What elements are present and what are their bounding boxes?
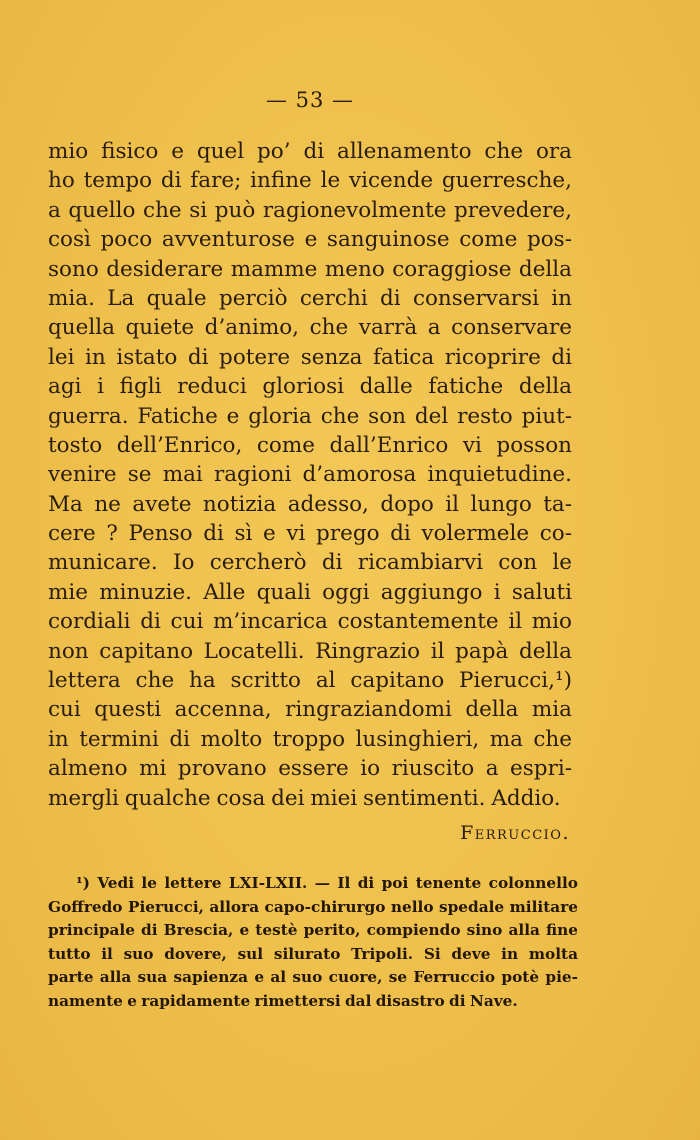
footnote-line: namente e rapidamente rimettersi dal disastro di Nave. bbox=[48, 991, 518, 1010]
footnote-line: tutto il suo dovere, sul silurato Tripoli. Si deve in molta bbox=[48, 944, 578, 963]
signature: Ferruccio. bbox=[460, 822, 570, 844]
body-line: sono desiderare mamme meno coraggiose della bbox=[48, 256, 572, 282]
body-line: guerra. Fatiche e gloria che son del resto piut- bbox=[48, 403, 572, 429]
body-line: cui questi accenna, ringraziandomi della mia bbox=[48, 697, 572, 723]
footnote bbox=[48, 872, 578, 1013]
letter-body bbox=[48, 137, 572, 813]
body-line: Ma ne avete notizia adesso, dopo il lungo ta- bbox=[48, 491, 572, 517]
body-line: mio fisico e quel po’ di allenamento che ora bbox=[48, 139, 572, 164]
body-line: mergli qualche cosa dei miei sentimenti. Addio. bbox=[48, 785, 561, 811]
body-line: almeno mi provano essere io riuscito a espri- bbox=[48, 756, 572, 782]
body-line: tosto dell’Enrico, come dall’Enrico vi posson bbox=[48, 432, 572, 458]
page-number: — 53 — bbox=[265, 88, 355, 112]
body-line: cere ? Penso di sì e vi prego di volermele co- bbox=[48, 521, 572, 547]
body-line: così poco avventurose e sanguinose come pos- bbox=[48, 227, 572, 253]
body-line: venire se mai ragioni d’amorosa inquietudine. bbox=[48, 462, 572, 488]
body-line: non capitano Locatelli. Ringrazio il papà della bbox=[48, 638, 572, 664]
body-line: in termini di molto troppo lusinghieri, ma che bbox=[48, 726, 572, 752]
body-line: lettera che ha scritto al capitano Pierucci,¹) bbox=[48, 668, 572, 694]
body-line: cordiali di cui m’incarica costantemente il mio bbox=[48, 609, 572, 635]
body-line: ho tempo di fare; infine le vicende guerresche, bbox=[48, 168, 572, 194]
footnote-line: parte alla sua sapienza e al suo cuore, se Ferruccio potè pie- bbox=[48, 968, 578, 986]
body-line: agi i figli reduci gloriosi dalle fatiche della bbox=[48, 374, 572, 400]
footnote-line: principale di Brescia, e testè perito, compiendo sino alla fine bbox=[48, 921, 578, 939]
body-line: a quello che si può ragionevolmente prevedere, bbox=[48, 197, 572, 223]
body-line: municare. Io cercherò di ricambiarvi con le bbox=[48, 550, 572, 576]
body-line: quella quiete d’animo, che varrà a conservare bbox=[48, 315, 572, 341]
body-line: lei in istato di potere senza fatica ricoprire di bbox=[48, 344, 572, 370]
footnote-line: Goffredo Pierucci, allora capo-chirurgo nello spedale militare bbox=[48, 897, 578, 916]
body-line: mie minuzie. Alle quali oggi aggiungo i saluti bbox=[48, 579, 572, 605]
body-line: mia. La quale perciò cerchi di conservarsi in bbox=[48, 285, 572, 311]
footnote-line: ¹) Vedi le lettere LXI-LXII. — Il di poi tenente colonnello bbox=[76, 874, 578, 892]
